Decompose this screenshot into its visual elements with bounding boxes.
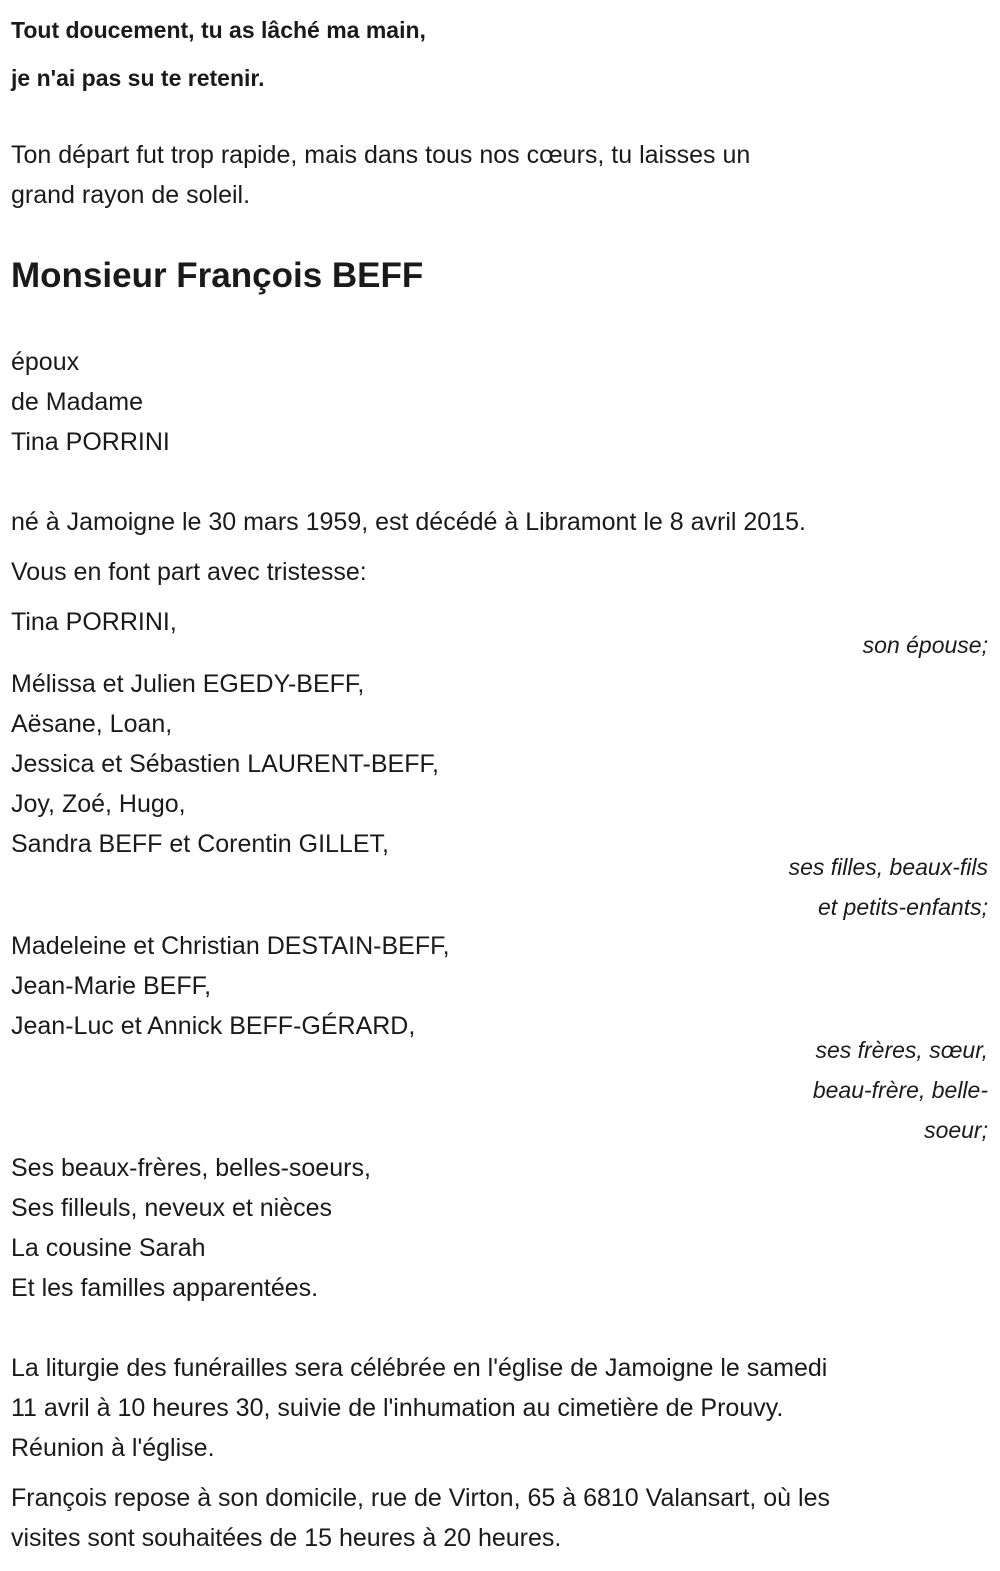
spouse-info bbox=[11, 342, 988, 462]
relation-label bbox=[11, 847, 988, 927]
relation-label bbox=[11, 625, 988, 665]
spouse-line: de Madame bbox=[11, 388, 144, 416]
spouse-line: Tina PORRINI bbox=[11, 428, 170, 456]
visit-line: visites sont souhaitées de 15 heures à 20 heures. bbox=[11, 1524, 562, 1552]
announcement: Vous en font part avec tristesse: bbox=[11, 558, 367, 586]
funeral-line: La liturgie des funérailles sera célébrée en l'église de Jamoigne le samedi bbox=[11, 1354, 828, 1382]
family-name: Tina PORRINI, bbox=[11, 608, 177, 636]
intro-paragraph bbox=[11, 135, 988, 215]
family-name: Jessica et Sébastien LAURENT-BEFF, bbox=[11, 750, 439, 778]
funeral-line: 11 avril à 10 heures 30, suivie de l'inhumation au cimetière de Prouvy. bbox=[11, 1394, 784, 1422]
intro-line: Ton départ fut trop rapide, mais dans tous nos cœurs, tu laisses un bbox=[11, 141, 751, 169]
family-name: Jean-Marie BEFF, bbox=[11, 972, 212, 1000]
family-name: Madeleine et Christian DESTAIN-BEFF, bbox=[11, 932, 450, 960]
other-line: Et les familles apparentées. bbox=[11, 1274, 319, 1302]
family-name: Sandra BEFF et Corentin GILLET, bbox=[11, 830, 389, 858]
relation-line: ses filles, beaux-fils bbox=[788, 854, 988, 880]
family-group-siblings bbox=[11, 926, 988, 1046]
spouse-line: époux bbox=[11, 348, 80, 376]
family-name: Joy, Zoé, Hugo, bbox=[11, 790, 186, 818]
epigraph-line: je n'ai pas su te retenir. bbox=[11, 65, 265, 91]
epigraph bbox=[11, 6, 988, 102]
birth-death: né à Jamoigne le 30 mars 1959, est décédé à Libramont le 8 avril 2015. bbox=[11, 508, 806, 536]
visit-line: François repose à son domicile, rue de Virton, 65 à 6810 Valansart, où les bbox=[11, 1484, 830, 1512]
family-name: Jean-Luc et Annick BEFF-GÉRARD, bbox=[11, 1012, 416, 1040]
family-name: Mélissa et Julien EGEDY-BEFF, bbox=[11, 670, 365, 698]
relation-label bbox=[11, 1030, 988, 1150]
funeral-line: Réunion à l'église. bbox=[11, 1434, 215, 1462]
funeral-info bbox=[11, 1348, 988, 1468]
family-name: Aësane, Loan, bbox=[11, 710, 173, 738]
family-group-children bbox=[11, 664, 988, 864]
other-line: Ses beaux-frères, belles-soeurs, bbox=[11, 1154, 371, 1182]
relation-line: ses frères, sœur, bbox=[815, 1037, 988, 1063]
relation-line: beau-frère, belle- bbox=[812, 1077, 988, 1103]
relation-line: soeur; bbox=[924, 1117, 988, 1143]
other-line: Ses filleuls, neveux et nièces bbox=[11, 1194, 333, 1222]
relation-line: et petits-enfants; bbox=[817, 894, 988, 920]
relation-line: son épouse; bbox=[862, 632, 988, 658]
other-line: La cousine Sarah bbox=[11, 1234, 206, 1262]
deceased-name: Monsieur François BEFF bbox=[11, 256, 424, 295]
visit-info bbox=[11, 1478, 988, 1558]
intro-line: grand rayon de soleil. bbox=[11, 181, 251, 209]
other-relatives bbox=[11, 1148, 988, 1308]
epigraph-line: Tout doucement, tu as lâché ma main, bbox=[11, 17, 426, 43]
